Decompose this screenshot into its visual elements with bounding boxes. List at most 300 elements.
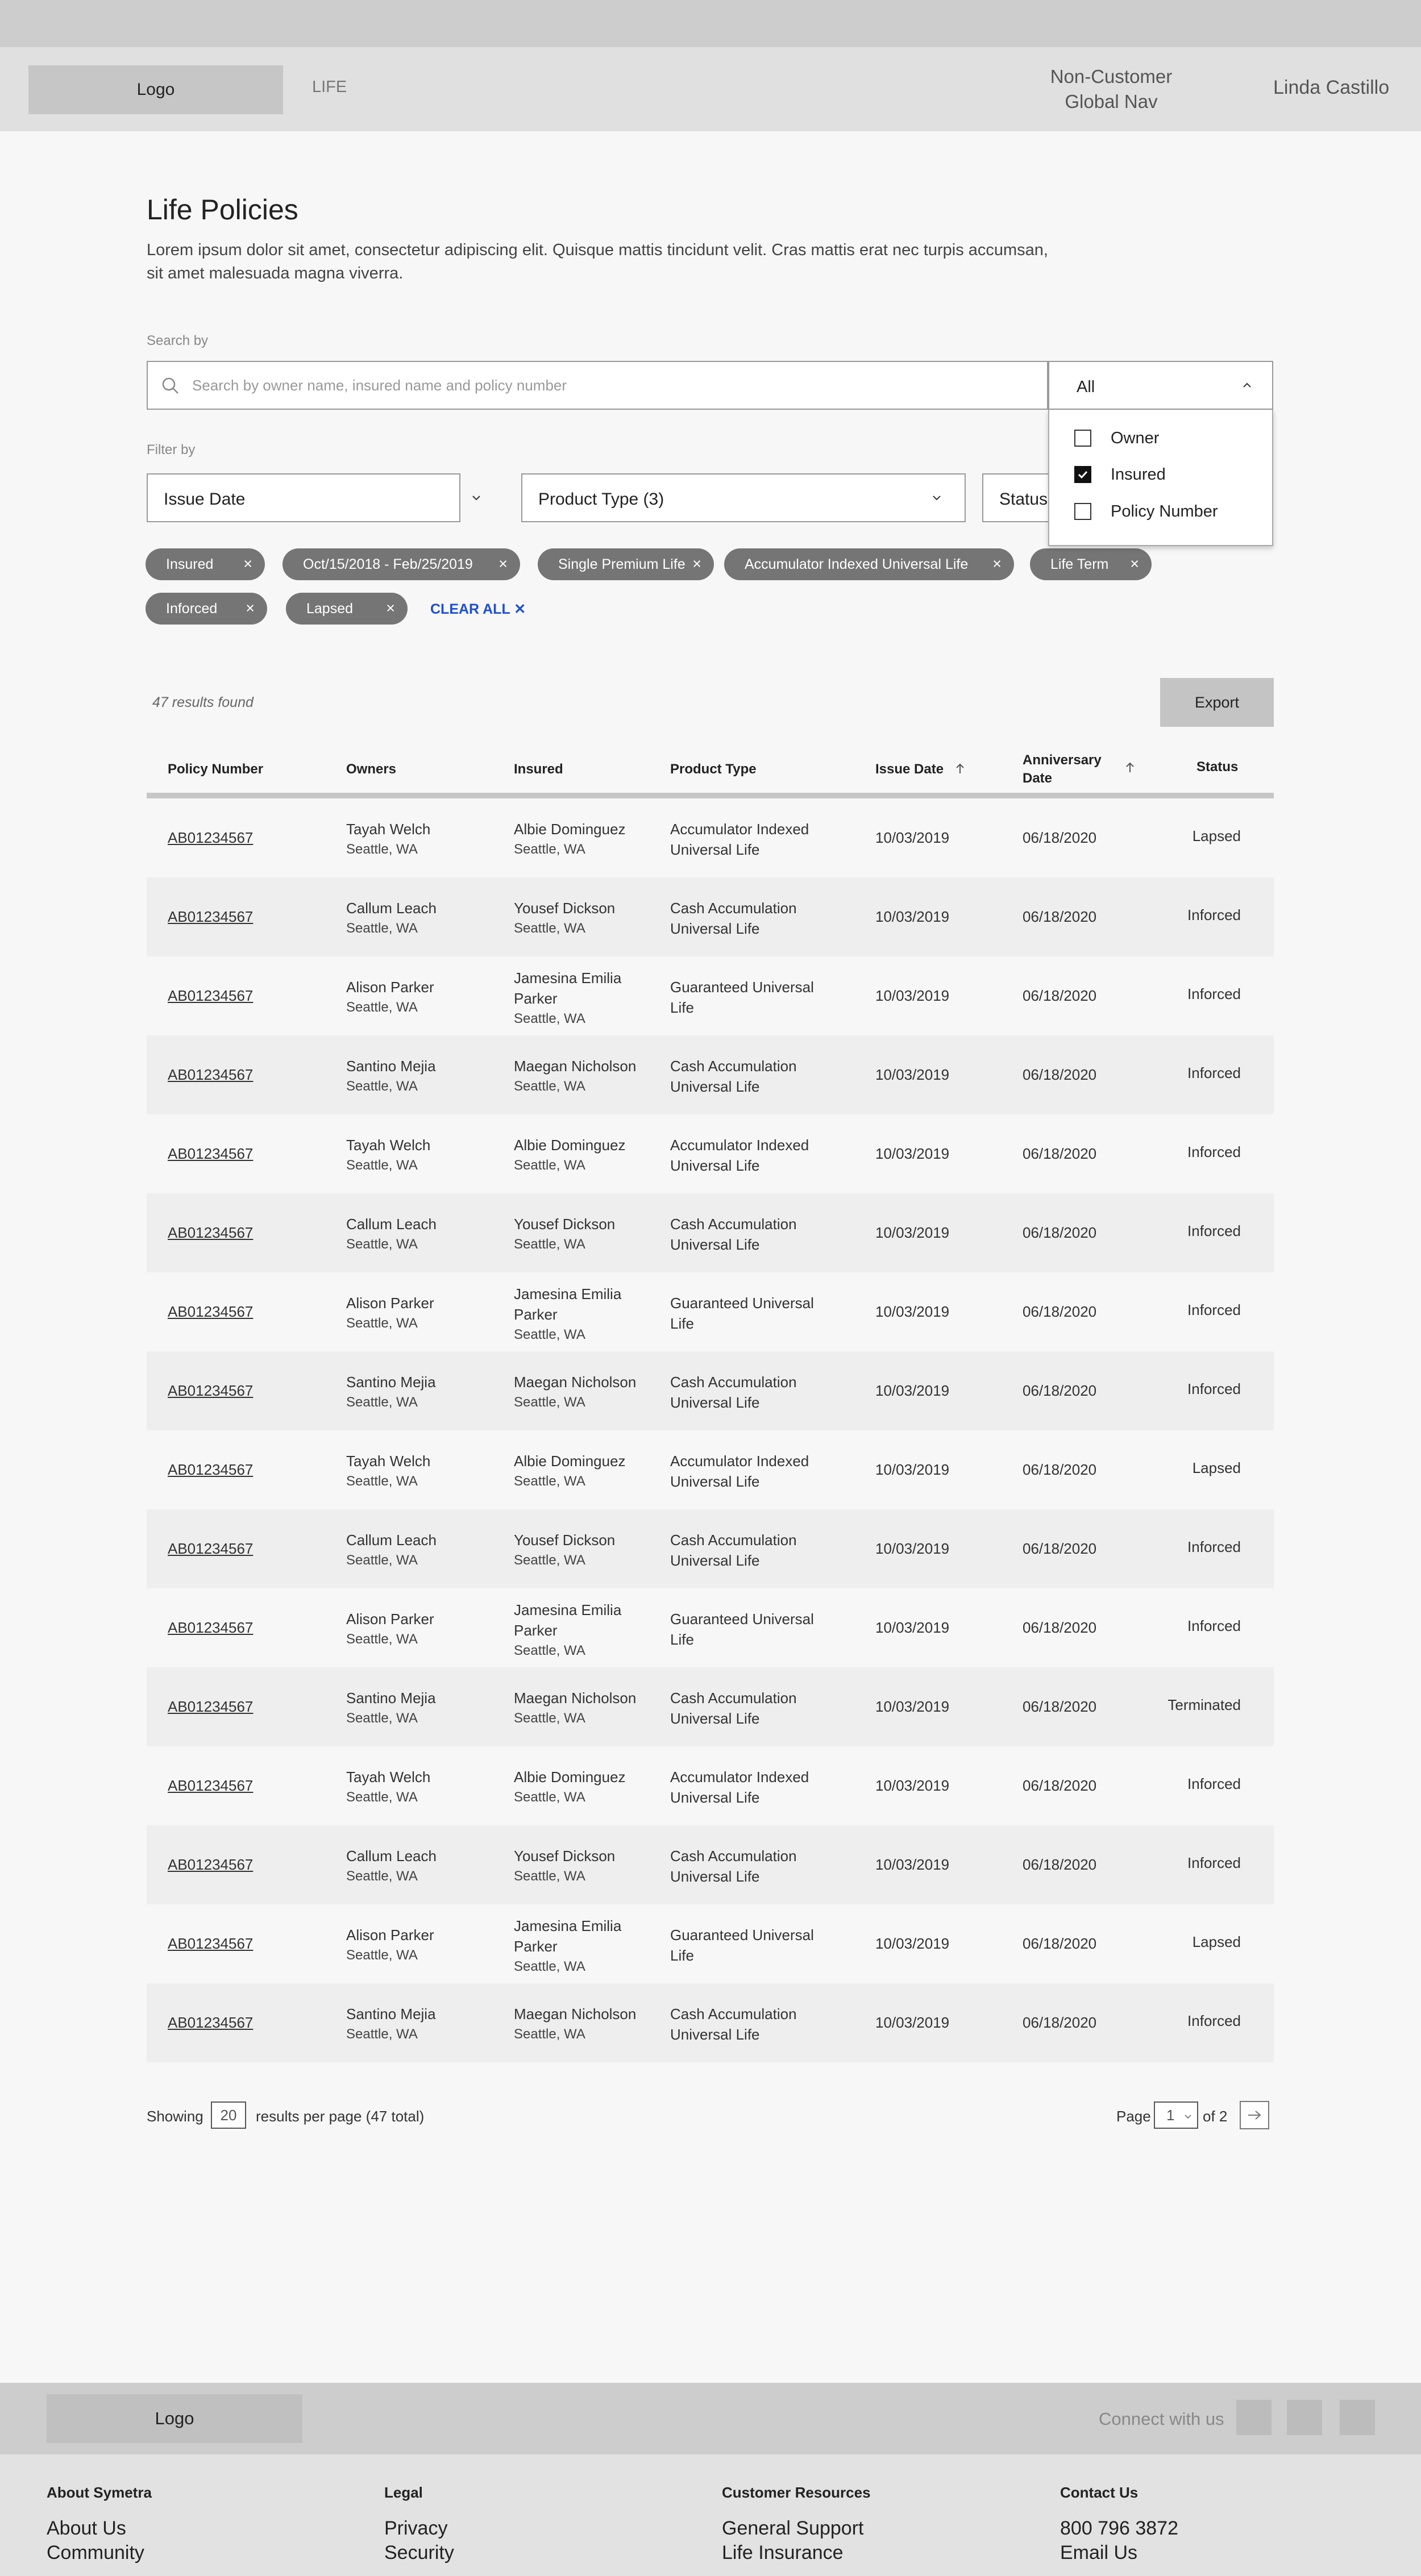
filter-chip[interactable] xyxy=(282,548,520,580)
owner-location: Seattle, WA xyxy=(346,921,418,936)
chevron-down-icon xyxy=(469,490,484,505)
policy-number-cell[interactable] xyxy=(168,1222,253,1243)
policy-number-cell[interactable] xyxy=(168,1775,253,1796)
footer-column xyxy=(47,2484,152,2565)
insured-name: Yousef Dickson xyxy=(514,1532,616,1549)
table-header-divider xyxy=(147,793,1274,798)
table-row[interactable] xyxy=(147,1983,1274,2062)
issue-date-cell: 10/03/2019 xyxy=(875,1619,950,1636)
issue-date-cell: 10/03/2019 xyxy=(875,1066,950,1083)
anniversary-date-cell: 06/18/2020 xyxy=(1023,987,1097,1004)
product-type-line1: Guaranteed Universal xyxy=(670,1295,814,1312)
product-type-cell xyxy=(670,1767,809,1808)
close-icon[interactable]: × xyxy=(246,600,255,617)
table-row[interactable] xyxy=(147,1272,1274,1351)
user-name[interactable]: Linda Castillo xyxy=(1273,77,1390,98)
policy-number-cell[interactable] xyxy=(168,1854,253,1875)
anniversary-date-cell: 06/18/2020 xyxy=(1023,829,1097,846)
footer-link[interactable]: 800 796 3872 xyxy=(1060,2517,1178,2539)
insured-name: Maegan Nicholson xyxy=(514,1058,637,1075)
product-nav-life[interactable]: LIFE xyxy=(312,78,347,96)
owner-name: Alison Parker xyxy=(346,979,434,996)
column-header-policy-number[interactable]: Policy Number xyxy=(168,761,264,777)
header-logo[interactable]: Logo xyxy=(28,65,283,114)
column-header-issue-date[interactable] xyxy=(875,761,966,777)
anniversary-date-cell: 06/18/2020 xyxy=(1023,1461,1097,1478)
owner-cell xyxy=(346,977,434,1018)
close-icon[interactable]: × xyxy=(992,555,1002,572)
owner-cell xyxy=(346,1135,430,1176)
product-type-line1: Cash Accumulation xyxy=(670,1532,797,1549)
showing-label: Showing xyxy=(147,2108,203,2125)
search-input[interactable] xyxy=(147,361,1048,410)
owner-location: Seattle, WA xyxy=(346,1711,418,1726)
owner-location: Seattle, WA xyxy=(346,2026,418,2042)
product-type-line1: Accumulator Indexed xyxy=(670,1453,809,1470)
chevron-down-icon xyxy=(929,490,944,505)
product-type-line2: Universal Life xyxy=(670,920,760,937)
table-row[interactable] xyxy=(147,1825,1274,1904)
status-filter-label: Status xyxy=(999,490,1048,509)
insured-name: Maegan Nicholson xyxy=(514,1689,637,1707)
column-header-owners[interactable]: Owners xyxy=(346,761,397,777)
search-placeholder: Search by owner name, insured name and policy number xyxy=(192,377,567,394)
insured-cell xyxy=(514,898,650,939)
insured-cell xyxy=(514,2004,650,2045)
product-type-cell xyxy=(670,1214,797,1255)
product-type-cell xyxy=(670,1925,814,1966)
clear-all-label: CLEAR ALL xyxy=(430,601,510,617)
insured-cell xyxy=(514,1214,650,1255)
chip-label: Life Term xyxy=(1050,556,1109,572)
close-icon[interactable]: × xyxy=(243,555,252,572)
policy-number-cell[interactable] xyxy=(168,1143,253,1164)
table-row[interactable] xyxy=(147,1509,1274,1588)
sort-arrow-up-icon[interactable] xyxy=(1124,761,1136,773)
next-page-button[interactable] xyxy=(1240,2101,1269,2129)
policy-number-link[interactable]: AB01234567 xyxy=(168,1145,254,1162)
owner-name: Callum Leach xyxy=(346,900,437,917)
policy-number-link[interactable]: AB01234567 xyxy=(168,2014,254,2031)
owner-name: Tayah Welch xyxy=(346,1768,431,1786)
product-type-line1: Cash Accumulation xyxy=(670,1058,797,1075)
policy-number-link[interactable]: AB01234567 xyxy=(168,1619,254,1636)
scope-option-owner[interactable] xyxy=(1074,427,1159,450)
owner-name: Tayah Welch xyxy=(346,1453,431,1470)
global-nav-line2: Global Nav xyxy=(1065,91,1158,112)
product-type-line2: Life xyxy=(670,1947,694,1964)
page-total: of 2 xyxy=(1203,2108,1228,2125)
table-row[interactable] xyxy=(147,1904,1274,1983)
issue-date-cell: 10/03/2019 xyxy=(875,1777,950,1794)
owner-name: Santino Mejia xyxy=(346,1689,436,1707)
product-type-cell xyxy=(670,977,814,1018)
policy-number-link[interactable]: AB01234567 xyxy=(168,1224,254,1241)
footer-top xyxy=(0,2383,1421,2454)
chip-label: Accumulator Indexed Universal Life xyxy=(745,556,969,572)
insured-location: Seattle, WA xyxy=(514,1395,585,1410)
owner-cell xyxy=(346,1451,430,1492)
product-type-cell xyxy=(670,1688,797,1729)
scope-option-policy-number[interactable] xyxy=(1074,500,1218,523)
footer-heading: Contact Us xyxy=(1060,2484,1139,2501)
issue-date-cell: 10/03/2019 xyxy=(875,1224,950,1241)
owner-location: Seattle, WA xyxy=(346,1868,418,1884)
product-type-line2: Universal Life xyxy=(670,1394,760,1411)
status-cell: Inforced xyxy=(1187,1617,1241,1634)
search-scope-select[interactable] xyxy=(1048,361,1273,410)
footer-link[interactable]: Email Us xyxy=(1060,2542,1138,2563)
issue-date-header-label: Issue Date xyxy=(875,761,944,777)
search-scope-dropdown xyxy=(1048,410,1273,546)
issue-date-cell: 10/03/2019 xyxy=(875,1935,950,1952)
footer-heading: About Symetra xyxy=(47,2484,152,2501)
table-row[interactable] xyxy=(147,1035,1274,1114)
owner-cell xyxy=(346,1056,436,1097)
table-row[interactable] xyxy=(147,956,1274,1035)
policy-number-cell[interactable] xyxy=(168,1538,253,1559)
chip-label: Lapsed xyxy=(306,600,354,617)
owner-location: Seattle, WA xyxy=(346,1158,418,1173)
insured-cell xyxy=(514,1916,650,1977)
owner-cell xyxy=(346,1846,437,1887)
policy-number-link[interactable]: AB01234567 xyxy=(168,1856,254,1873)
insured-cell xyxy=(514,1284,650,1345)
owner-location: Seattle, WA xyxy=(346,1790,418,1805)
product-type-cell xyxy=(670,1530,797,1571)
issue-date-cell: 10/03/2019 xyxy=(875,1145,950,1162)
anniversary-header-line1: Anniversary xyxy=(1023,752,1102,768)
insured-location: Seattle, WA xyxy=(514,1237,585,1252)
product-type-line1: Cash Accumulation xyxy=(670,900,797,917)
product-type-line2: Universal Life xyxy=(670,1868,760,1885)
policy-number-link[interactable]: AB01234567 xyxy=(168,1303,254,1320)
owner-location: Seattle, WA xyxy=(346,1947,418,1963)
close-icon[interactable]: × xyxy=(692,555,701,572)
column-header-insured[interactable]: Insured xyxy=(514,761,563,777)
per-page-suffix: results per page (47 total) xyxy=(256,2108,425,2125)
policy-number-cell[interactable] xyxy=(168,1459,253,1480)
table-row[interactable] xyxy=(147,877,1274,956)
status-filter[interactable] xyxy=(982,473,1048,522)
chip-label: Insured xyxy=(166,556,214,572)
table-row[interactable] xyxy=(147,1430,1274,1509)
policy-number-cell[interactable] xyxy=(168,1301,253,1322)
footer-link[interactable]: Community xyxy=(47,2542,144,2563)
insured-location: Seattle, WA xyxy=(514,2026,585,2042)
status-cell: Inforced xyxy=(1187,985,1241,1002)
scope-option-label: Insured xyxy=(1111,465,1166,484)
clear-all-button[interactable] xyxy=(430,601,526,618)
footer-link[interactable]: Life Insurance xyxy=(722,2542,844,2563)
insured-name: Maegan Nicholson xyxy=(514,2005,637,2022)
footer-link[interactable]: Security xyxy=(384,2542,454,2563)
policy-number-link[interactable]: AB01234567 xyxy=(168,1935,254,1952)
table-row[interactable] xyxy=(147,1114,1274,1193)
product-type-cell xyxy=(670,898,797,939)
filter-label: Filter by xyxy=(147,442,196,457)
product-type-line1: Accumulator Indexed xyxy=(670,1768,809,1786)
social-icon[interactable] xyxy=(1287,2400,1322,2435)
product-type-cell xyxy=(670,2004,797,2045)
page-select[interactable] xyxy=(1154,2101,1198,2129)
sort-arrow-up-icon xyxy=(954,762,966,775)
footer-link[interactable]: About Us xyxy=(47,2517,126,2539)
insured-name: Jamesina Emilia Parker xyxy=(514,1285,622,1323)
owner-name: Callum Leach xyxy=(346,1847,437,1865)
insured-name: Jamesina Emilia Parker xyxy=(514,969,622,1007)
owner-location: Seattle, WA xyxy=(346,1316,418,1331)
product-type-line1: Guaranteed Universal xyxy=(670,1926,814,1944)
table-row[interactable] xyxy=(147,1667,1274,1746)
insured-cell xyxy=(514,968,650,1029)
footer-logo[interactable]: Logo xyxy=(47,2394,302,2443)
checkmark-icon xyxy=(1077,468,1089,481)
policy-number-cell[interactable] xyxy=(168,985,253,1006)
owner-location: Seattle, WA xyxy=(346,1237,418,1252)
owner-location: Seattle, WA xyxy=(346,1079,418,1094)
insured-location: Seattle, WA xyxy=(514,1474,585,1489)
insured-location: Seattle, WA xyxy=(514,1158,585,1173)
insured-cell xyxy=(514,1056,650,1097)
column-header-status[interactable]: Status xyxy=(1196,759,1239,775)
status-cell: Inforced xyxy=(1187,906,1241,923)
checkbox-owner[interactable] xyxy=(1074,430,1091,447)
insured-location: Seattle, WA xyxy=(514,921,585,936)
page-title: Life Policies xyxy=(147,194,298,226)
policy-number-link[interactable]: AB01234567 xyxy=(168,1066,254,1083)
site-header xyxy=(0,47,1421,131)
scope-option-label: Owner xyxy=(1111,428,1160,447)
issue-date-cell: 10/03/2019 xyxy=(875,1856,950,1873)
product-type-line2: Universal Life xyxy=(670,1157,760,1174)
checkbox-policy-number[interactable] xyxy=(1074,503,1091,520)
product-type-line1: Accumulator Indexed xyxy=(670,1137,809,1154)
owner-location: Seattle, WA xyxy=(346,1000,418,1015)
policy-number-link[interactable]: AB01234567 xyxy=(168,1461,254,1478)
issue-date-cell: 10/03/2019 xyxy=(875,1303,950,1320)
column-header-product-type[interactable]: Product Type xyxy=(670,761,757,777)
global-nav[interactable] xyxy=(1029,64,1194,114)
status-cell: Inforced xyxy=(1187,1775,1241,1792)
owner-cell xyxy=(346,1688,436,1729)
insured-cell xyxy=(514,1688,650,1729)
product-type-line2: Universal Life xyxy=(670,1078,760,1095)
product-type-cell xyxy=(670,1056,797,1097)
issue-date-cell: 10/03/2019 xyxy=(875,2014,950,2031)
filter-chip[interactable] xyxy=(146,593,267,625)
footer-heading: Legal xyxy=(384,2484,423,2501)
per-page-input[interactable]: 20 xyxy=(211,2101,246,2129)
owner-cell xyxy=(346,1609,434,1650)
product-type-line2: Universal Life xyxy=(670,1236,760,1253)
insured-location: Seattle, WA xyxy=(514,842,585,857)
close-icon[interactable]: × xyxy=(1130,555,1139,572)
filter-chip[interactable] xyxy=(286,593,408,625)
chip-label: Oct/15/2018 - Feb/25/2019 xyxy=(303,556,473,572)
product-type-line2: Life xyxy=(670,1315,694,1332)
anniversary-date-cell: 06/18/2020 xyxy=(1023,2014,1097,2031)
policy-number-cell[interactable] xyxy=(168,906,253,927)
status-cell: Terminated xyxy=(1167,1696,1241,1713)
policy-number-link[interactable]: AB01234567 xyxy=(168,1777,254,1794)
policy-number-cell[interactable] xyxy=(168,1064,253,1085)
status-cell: Lapsed xyxy=(1192,827,1241,844)
issue-date-filter[interactable] xyxy=(147,473,460,522)
owner-location: Seattle, WA xyxy=(346,1395,418,1410)
anniversary-date-cell: 06/18/2020 xyxy=(1023,1856,1097,1873)
product-type-filter[interactable] xyxy=(521,473,966,522)
results-count: 47 results found xyxy=(152,694,254,710)
status-cell: Lapsed xyxy=(1192,1933,1241,1950)
status-cell: Inforced xyxy=(1187,1064,1241,1081)
owner-location: Seattle, WA xyxy=(346,1632,418,1647)
owner-location: Seattle, WA xyxy=(346,1553,418,1568)
product-type-line2: Universal Life xyxy=(670,841,760,858)
column-header-anniversary-date[interactable] xyxy=(1023,751,1102,788)
table-row[interactable] xyxy=(147,798,1274,877)
anniversary-date-cell: 06/18/2020 xyxy=(1023,1066,1097,1083)
close-icon[interactable]: × xyxy=(386,600,395,617)
policy-number-link[interactable]: AB01234567 xyxy=(168,829,254,846)
product-type-line2: Universal Life xyxy=(670,1789,760,1806)
filter-chip[interactable] xyxy=(724,548,1014,580)
status-cell: Inforced xyxy=(1187,1222,1241,1239)
insured-location: Seattle, WA xyxy=(514,1327,585,1342)
chevron-down-icon xyxy=(1182,2111,1194,2122)
policy-number-link[interactable]: AB01234567 xyxy=(168,987,254,1004)
anniversary-date-cell: 06/18/2020 xyxy=(1023,1698,1097,1715)
scope-option-insured[interactable] xyxy=(1074,463,1166,486)
anniversary-date-cell: 06/18/2020 xyxy=(1023,1619,1097,1636)
owner-name: Alison Parker xyxy=(346,1610,434,1628)
policy-number-cell[interactable] xyxy=(168,1380,253,1401)
policy-number-link[interactable]: AB01234567 xyxy=(168,1698,254,1715)
footer-link[interactable]: General Support xyxy=(722,2517,864,2539)
close-icon[interactable]: × xyxy=(498,555,508,572)
anniversary-header-line2: Date xyxy=(1023,771,1053,786)
product-type-line2: Universal Life xyxy=(670,1552,760,1569)
insured-location: Seattle, WA xyxy=(514,1959,585,1974)
filter-chip[interactable] xyxy=(146,548,265,580)
owner-cell xyxy=(346,1767,430,1808)
owner-location: Seattle, WA xyxy=(346,1474,418,1489)
search-label: Search by xyxy=(147,333,209,348)
status-cell: Inforced xyxy=(1187,1854,1241,1871)
insured-cell xyxy=(514,819,650,860)
status-cell: Inforced xyxy=(1187,2012,1241,2029)
owner-name: Tayah Welch xyxy=(346,821,431,838)
product-type-cell xyxy=(670,1135,809,1176)
social-icon[interactable] xyxy=(1236,2400,1272,2435)
anniversary-date-cell: 06/18/2020 xyxy=(1023,1145,1097,1162)
issue-date-cell: 10/03/2019 xyxy=(875,1698,950,1715)
product-type-line2: Life xyxy=(670,999,694,1016)
connect-label: Connect with us xyxy=(1099,2409,1224,2429)
table-row[interactable] xyxy=(147,1351,1274,1430)
status-cell: Inforced xyxy=(1187,1143,1241,1160)
table-row[interactable] xyxy=(147,1193,1274,1272)
product-type-line2: Life xyxy=(670,1631,694,1648)
product-type-line2: Universal Life xyxy=(670,2026,760,2043)
owner-name: Santino Mejia xyxy=(346,1058,436,1075)
anniversary-date-cell: 06/18/2020 xyxy=(1023,908,1097,925)
policy-number-cell[interactable] xyxy=(168,2012,253,2033)
anniversary-date-cell: 06/18/2020 xyxy=(1023,1303,1097,1320)
insured-cell xyxy=(514,1135,650,1176)
insured-location: Seattle, WA xyxy=(514,1011,585,1026)
product-type-cell xyxy=(670,819,809,860)
product-type-cell xyxy=(670,1293,814,1334)
table-row[interactable] xyxy=(147,1588,1274,1667)
checkbox-insured[interactable] xyxy=(1074,466,1091,483)
status-cell: Inforced xyxy=(1187,1301,1241,1318)
product-type-line1: Cash Accumulation xyxy=(670,1689,797,1707)
status-cell: Lapsed xyxy=(1192,1459,1241,1476)
owner-name: Santino Mejia xyxy=(346,2005,436,2022)
insured-name: Albie Dominguez xyxy=(514,1768,626,1786)
policy-number-link[interactable]: AB01234567 xyxy=(168,1382,254,1399)
product-type-line1: Cash Accumulation xyxy=(670,1374,797,1391)
policy-number-cell[interactable] xyxy=(168,1696,253,1717)
product-type-cell xyxy=(670,1372,797,1413)
owner-cell xyxy=(346,1293,434,1334)
anniversary-date-cell: 06/18/2020 xyxy=(1023,1935,1097,1952)
owner-name: Tayah Welch xyxy=(346,1137,431,1154)
owner-cell xyxy=(346,819,430,860)
insured-cell xyxy=(514,1846,650,1887)
product-type-line1: Cash Accumulation xyxy=(670,1847,797,1865)
footer-heading: Customer Resources xyxy=(722,2484,871,2501)
policy-number-cell[interactable] xyxy=(168,1933,253,1954)
insured-name: Albie Dominguez xyxy=(514,1453,626,1470)
product-type-line2: Universal Life xyxy=(670,1473,760,1490)
footer-links xyxy=(0,2454,1421,2576)
insured-cell xyxy=(514,1530,650,1571)
owner-cell xyxy=(346,898,437,939)
owner-name: Santino Mejia xyxy=(346,1374,436,1391)
product-type-line1: Cash Accumulation xyxy=(670,1216,797,1233)
policy-number-cell[interactable] xyxy=(168,1617,253,1638)
policy-number-link[interactable]: AB01234567 xyxy=(168,908,254,925)
anniversary-date-cell: 06/18/2020 xyxy=(1023,1382,1097,1399)
product-type-line1: Guaranteed Universal xyxy=(670,979,814,996)
owner-cell xyxy=(346,2004,436,2045)
policy-number-link[interactable]: AB01234567 xyxy=(168,1540,254,1557)
product-type-cell xyxy=(670,1451,809,1492)
insured-cell xyxy=(514,1372,650,1413)
footer-link[interactable]: Privacy xyxy=(384,2517,448,2539)
owner-cell xyxy=(346,1372,436,1413)
footer-column xyxy=(384,2484,454,2565)
insured-name: Albie Dominguez xyxy=(514,1137,626,1154)
issue-date-cell: 10/03/2019 xyxy=(875,1461,950,1478)
insured-cell xyxy=(514,1767,650,1808)
policy-number-cell[interactable] xyxy=(168,827,253,848)
insured-name: Yousef Dickson xyxy=(514,900,616,917)
product-type-cell xyxy=(670,1846,797,1887)
table-row[interactable] xyxy=(147,1746,1274,1825)
owner-name: Callum Leach xyxy=(346,1216,437,1233)
export-button[interactable]: Export xyxy=(1160,678,1274,727)
social-icon[interactable] xyxy=(1340,2400,1375,2435)
filter-chip[interactable] xyxy=(1030,548,1152,580)
filter-chip[interactable] xyxy=(538,548,714,580)
owner-location: Seattle, WA xyxy=(346,842,418,857)
search-scope-value: All xyxy=(1077,378,1095,396)
insured-location: Seattle, WA xyxy=(514,1790,585,1805)
chevron-up-icon xyxy=(1240,378,1254,393)
